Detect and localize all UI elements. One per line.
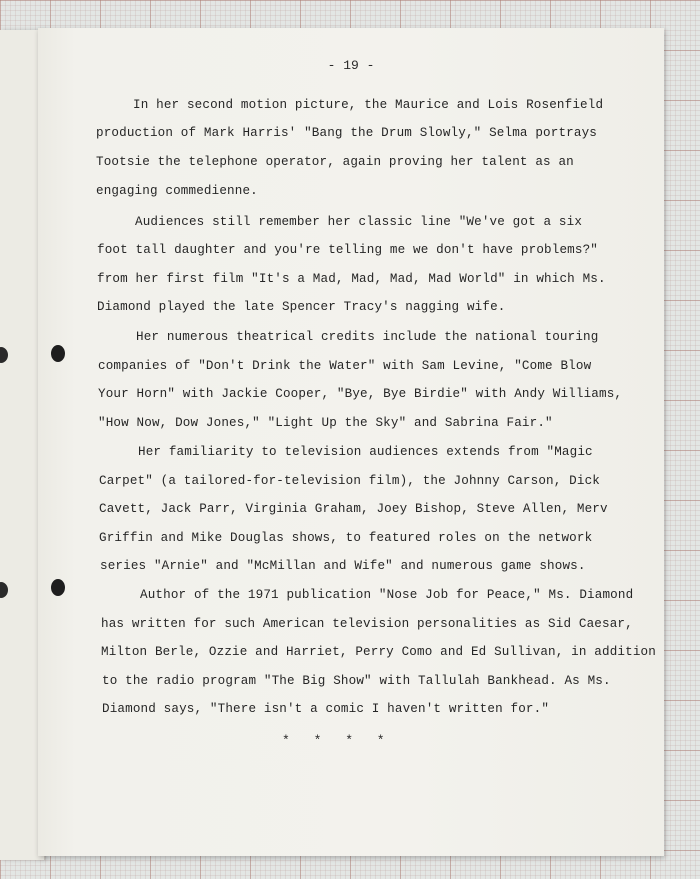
punch-hole <box>51 579 65 596</box>
text-line: series "Arnie" and "McMillan and Wife" and numerous game shows. <box>100 559 586 573</box>
page-number: - 19 - <box>327 58 375 73</box>
document-page <box>38 28 664 856</box>
text-line: Your Horn" with Jackie Cooper, "Bye, Bye Birdie" with Andy Williams, <box>98 387 623 401</box>
text-line: Her familiarity to television audiences extends from "Magic <box>138 445 593 459</box>
text-line: Audiences still remember her classic line "We've got a six <box>135 215 583 229</box>
text-line: In her second motion picture, the Maurice and Lois Rosenfield <box>133 98 604 112</box>
section-end-marker: * * * * <box>282 733 385 748</box>
text-line: Diamond says, "There isn't a comic I haven't written for." <box>102 702 550 716</box>
text-line: Cavett, Jack Parr, Virginia Graham, Joey Bishop, Steve Allen, Merv <box>99 502 608 516</box>
text-line: "How Now, Dow Jones," "Light Up the Sky" and Sabrina Fair." <box>98 416 553 430</box>
text-line: production of Mark Harris' "Bang the Drum Slowly," Selma portrays <box>96 126 597 140</box>
text-line: Milton Berle, Ozzie and Harriet, Perry Como and Ed Sullivan, in addition <box>101 645 656 659</box>
punch-hole <box>51 345 65 362</box>
punch-hole <box>0 347 8 363</box>
text-line: Carpet" (a tailored-for-television film), the Johnny Carson, Dick <box>99 474 600 488</box>
punch-hole <box>0 582 8 598</box>
text-line: companies of "Don't Drink the Water" with Sam Levine, "Come Blow <box>98 359 592 373</box>
text-line: Griffin and Mike Douglas shows, to featured roles on the network <box>99 531 593 545</box>
text-line: engaging commedienne. <box>96 184 258 198</box>
text-line: to the radio program "The Big Show" with Tallulah Bankhead. As Ms. <box>102 674 611 688</box>
text-line: foot tall daughter and you're telling me we don't have problems?" <box>97 243 598 257</box>
text-line: has written for such American television personalities as Sid Caesar, <box>101 617 633 631</box>
text-line: Tootsie the telephone operator, again proving her talent as an <box>96 155 574 169</box>
text-line: Diamond played the late Spencer Tracy's nagging wife. <box>97 300 506 314</box>
text-line: Her numerous theatrical credits include the national touring <box>136 330 599 344</box>
text-line: Author of the 1971 publication "Nose Job for Peace," Ms. Diamond <box>140 588 634 602</box>
text-line: from her first film "It's a Mad, Mad, Mad, Mad World" in which Ms. <box>97 272 606 286</box>
